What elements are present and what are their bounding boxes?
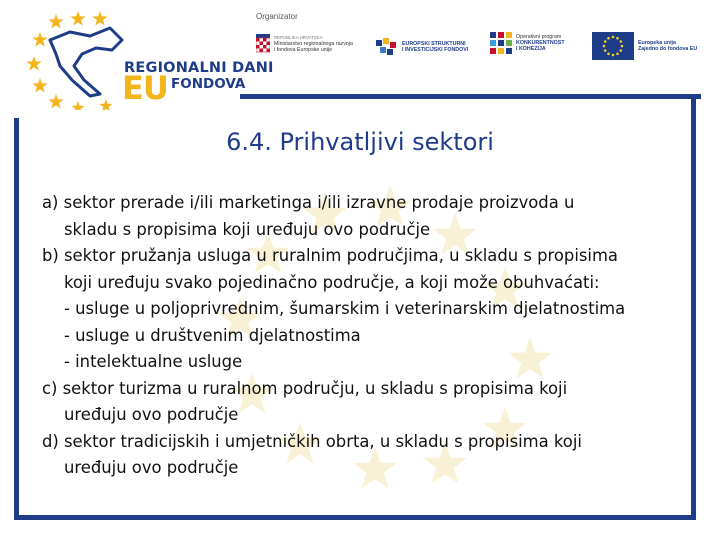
slide-content — [42, 190, 692, 482]
partner-eu-line2: Zajedno do fondova EU — [638, 46, 698, 52]
content-line: - usluge u društvenim djelatnostima — [64, 325, 361, 345]
content-line: c) sektor turizma u ruralnom području, u skladu s propisima koji — [42, 378, 568, 398]
content-line: b) sektor pružanja usluga u ruralnim područjima, u skladu s propisima — [42, 246, 618, 265]
content-line: uređuju ovo područje — [64, 458, 239, 477]
partner-ministry — [256, 34, 353, 54]
croatia-coat-of-arms-icon — [256, 34, 270, 54]
content-line: skladu s propisima koji uređuju ovo područje — [64, 219, 431, 239]
eu-structural-funds-icon — [376, 38, 398, 56]
slide-title: 6.4. Prihvatljivi sektori — [226, 128, 494, 156]
slide-frame-top — [240, 94, 701, 99]
content-line: uređuju ovo područje — [64, 405, 239, 424]
partner-esif — [376, 38, 468, 56]
content-line: koji uređuju svako pojedinačno područje, a koji može obuhvaćati: — [64, 272, 600, 292]
partner-op-line3: I KOHEZIJA — [516, 46, 546, 52]
partner-op-line1: Operativni program — [516, 34, 562, 40]
partner-esif-line2: I INVESTICIJSKI FONDOVI — [402, 47, 469, 53]
partner-eu-line1: Europska unija — [638, 40, 676, 46]
partner-ministry-line1: REPUBLIKA HRVATSKA — [274, 35, 323, 40]
slide-frame-left — [14, 118, 19, 520]
organizer-label: Organizator — [256, 12, 298, 21]
partner-esif-line1: EUROPSKI STRUKTURNI — [402, 41, 466, 47]
partner-eu — [592, 32, 697, 60]
content-line: a) sektor prerade i/ili marketinga i/ili izravne prodaje proizvoda u — [42, 193, 575, 212]
logo-text-eu: EU — [122, 69, 168, 107]
partner-ministry-line3: i fondova Europske unije — [274, 47, 333, 53]
eu-flag-icon — [592, 32, 634, 60]
partner-op-kik — [490, 32, 565, 54]
logo-text-funds: FONDOVA — [171, 76, 246, 92]
content-line: - usluge u poljoprivrednim, šumarskim i veterinarskim djelatnostima — [64, 299, 626, 318]
competitiveness-programme-icon — [490, 32, 512, 54]
content-line: - intelektualne usluge — [64, 352, 243, 371]
partner-ministry-line2: Ministarstvo regionalnoga razvoja — [274, 41, 353, 47]
partner-op-line2: KONKURENTNOST — [516, 40, 565, 46]
regional-days-logo — [26, 10, 274, 110]
content-line: d) sektor tradicijskih i umjetničkih obrta, u skladu s propisima koji — [42, 431, 582, 451]
logo-text-regional-days: REGIONALNI DANI — [124, 60, 274, 76]
